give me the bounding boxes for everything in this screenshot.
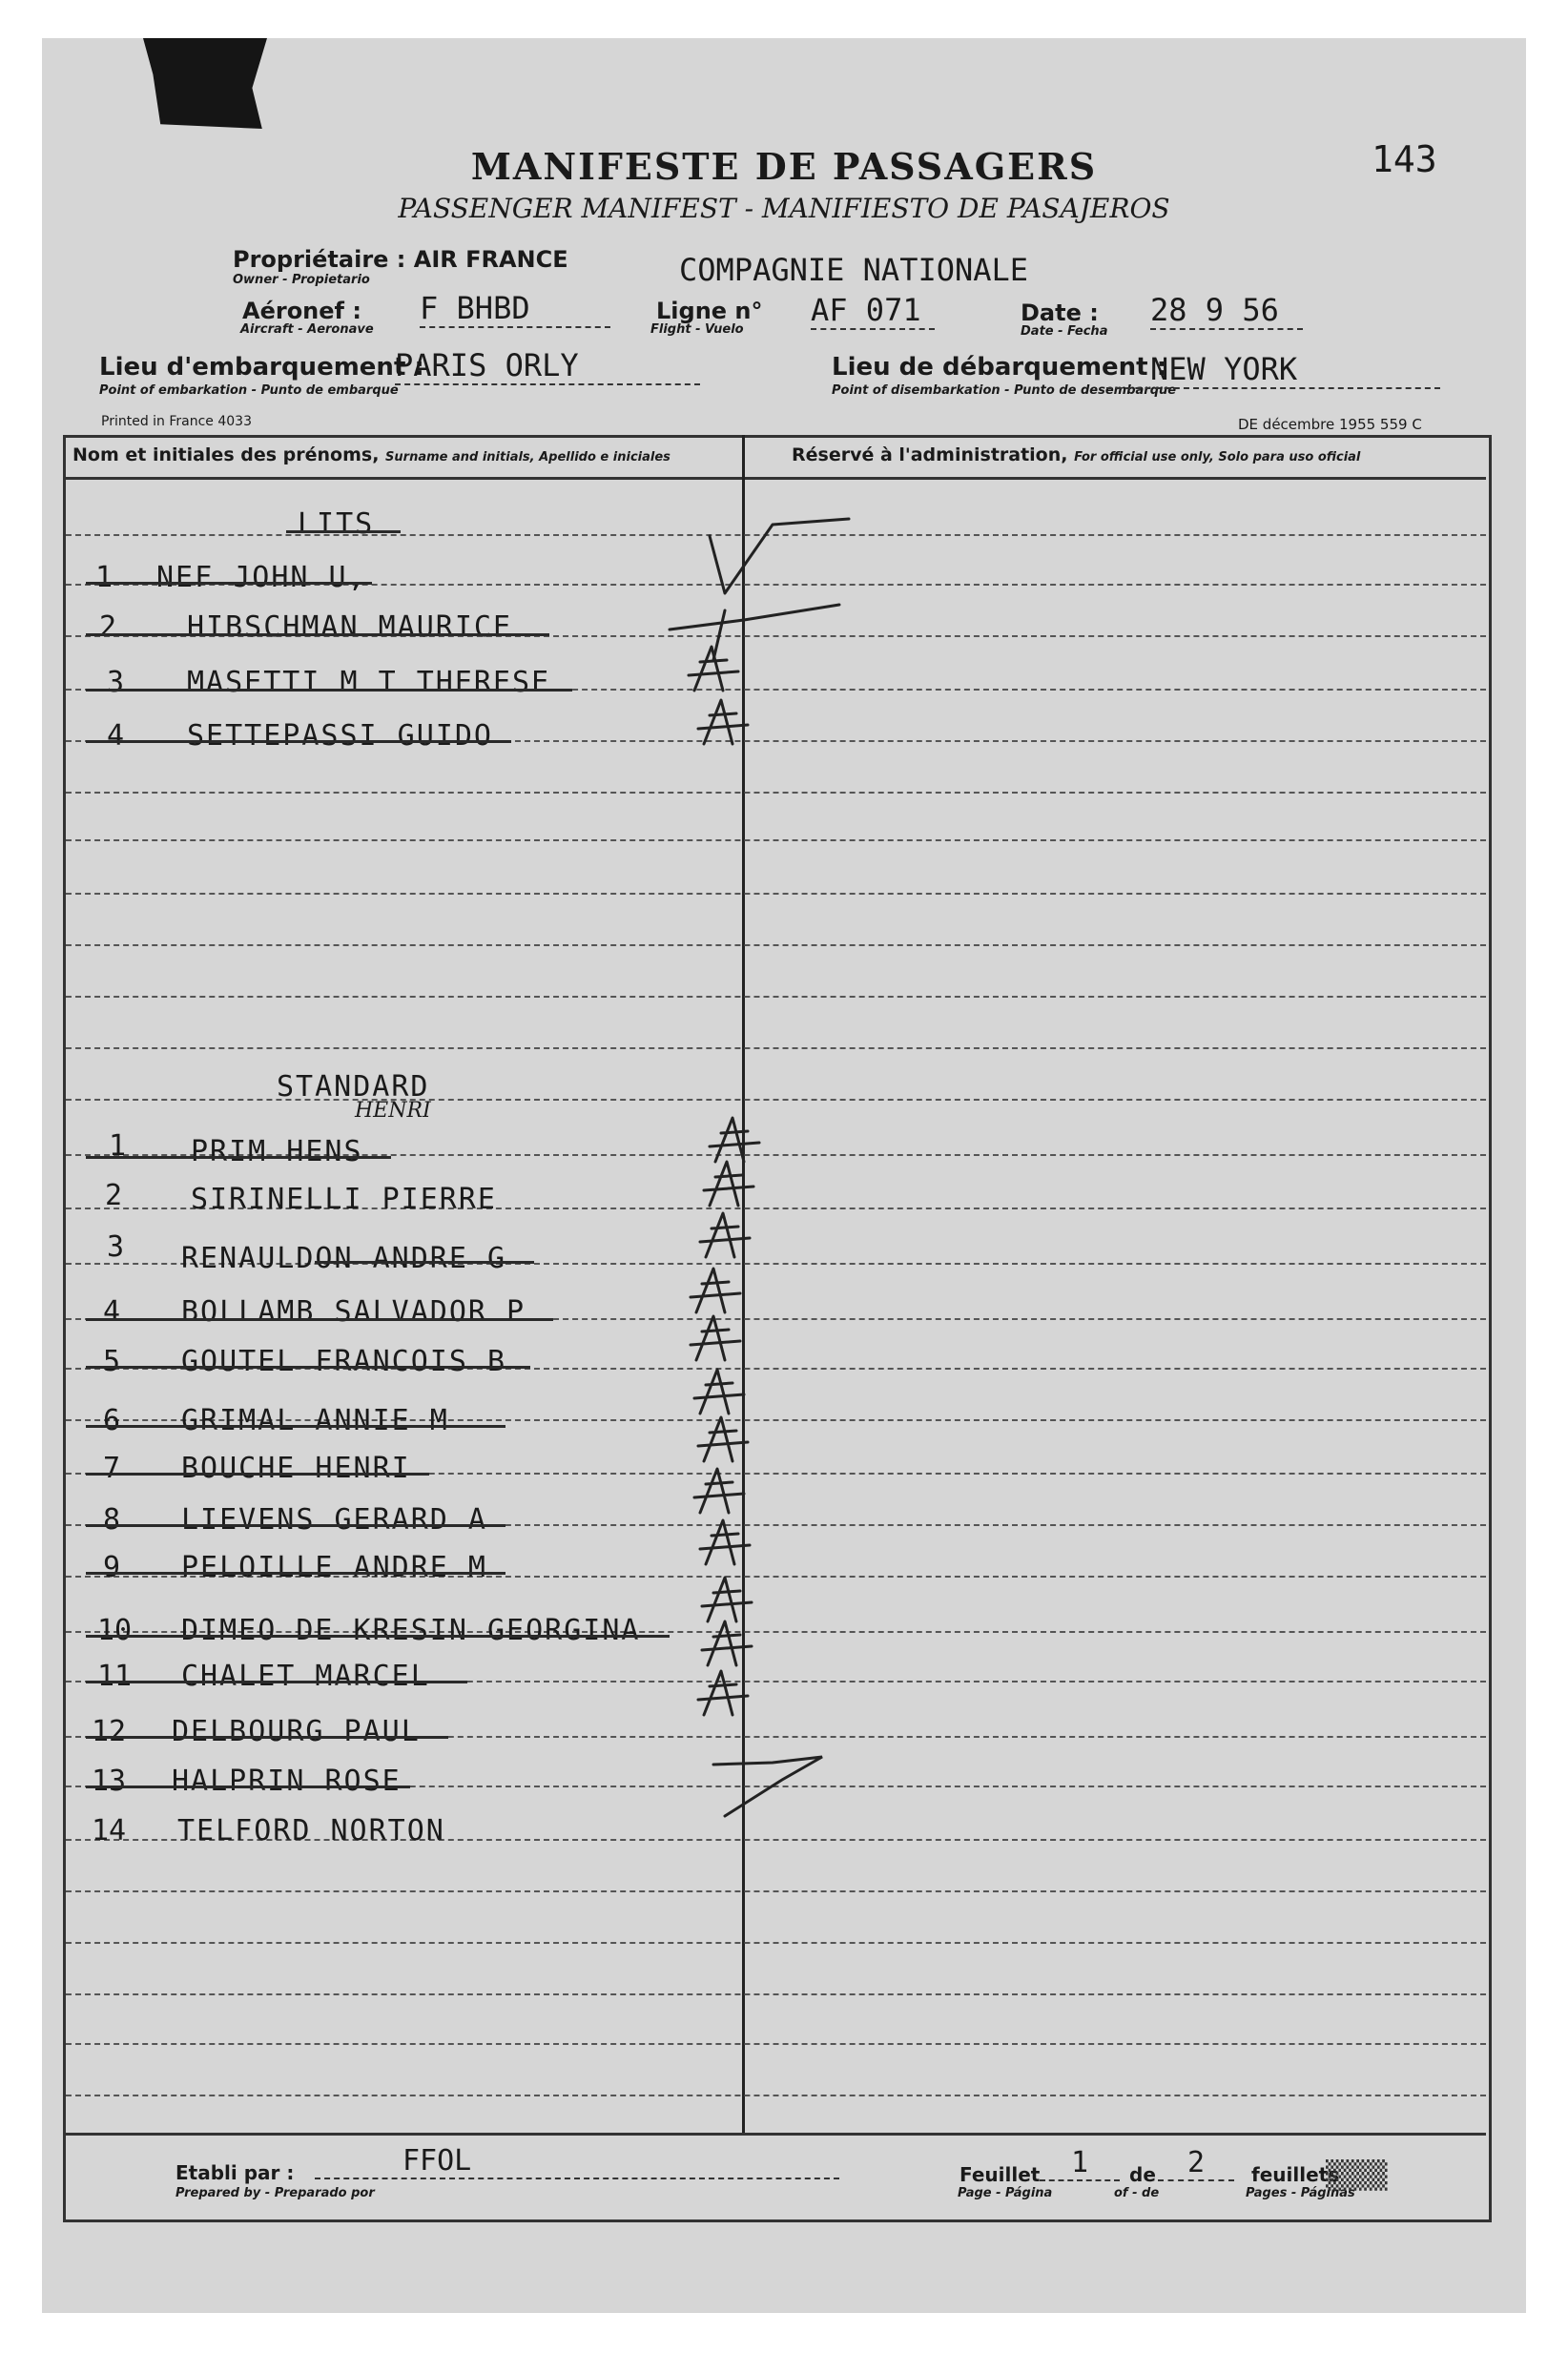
sheets-sublabel: Pages - Páginas — [1246, 2186, 1355, 2200]
ruled-line — [66, 1993, 1486, 1995]
lits-row-2-name: HIBSCHMAN MAURICE — [187, 610, 513, 644]
stamp-mark: ▒▒▒ — [1326, 2159, 1388, 2191]
strike-lits-row-4 — [86, 740, 511, 743]
header-name-column — [72, 444, 671, 465]
std-row-6-name: GRIMAL ANNIE M — [181, 1404, 449, 1437]
lits-row-1-num: 1 — [95, 561, 113, 594]
section-standard: STANDARD — [277, 1070, 430, 1104]
std-row-3-num: 3 — [107, 1230, 125, 1264]
prepared-value: FFOL — [315, 2144, 839, 2179]
document-subtitle: PASSENGER MANIFEST - MANIFIESTO DE PASAJEROS — [398, 193, 1170, 224]
std-row-13-name: HALPRIN ROSE — [172, 1765, 402, 1798]
aircraft-sublabel: Aircraft - Aeronave — [240, 322, 374, 337]
std-row-3-name: RENAULDON ANDRE G — [181, 1242, 507, 1275]
std-row-14-num: 14 — [92, 1814, 127, 1848]
flight-label: Ligne n° — [656, 298, 763, 324]
lits-row-3-num: 3 — [107, 666, 125, 699]
std-row-1-name: PRIM HENS — [191, 1135, 363, 1168]
header-name-italic: Surname and initials, Apellido e iniciales — [385, 450, 671, 464]
std-row-4-name: BOLLAMB SALVADOR P — [181, 1295, 526, 1329]
std-row-11-name: CHALET MARCEL — [181, 1660, 430, 1693]
sheet-label: Feuillet — [959, 2163, 1041, 2186]
std-row-12-name: DELBOURG PAUL — [172, 1715, 421, 1748]
std-row-1-num: 1 — [109, 1129, 127, 1163]
strike-std-row-7 — [86, 1473, 429, 1476]
strike-std-row-8 — [86, 1524, 505, 1527]
strike-lits — [286, 530, 401, 533]
table-footer-divider — [66, 2133, 1486, 2136]
std-row-8-name: LIEVENS GERARD A — [181, 1503, 487, 1537]
std-row-13-num: 13 — [92, 1765, 127, 1798]
sheet-sublabel: Page - Página — [958, 2186, 1053, 2200]
strike-std-row-13 — [86, 1786, 410, 1788]
strike-std-row-4 — [86, 1318, 553, 1321]
header-admin-italic: For official use only, Solo para uso oficial — [1074, 450, 1361, 464]
strike-lits-row-3 — [86, 689, 572, 692]
header-name-bold: Nom et initiales des prénoms, — [72, 444, 380, 465]
ruled-line — [66, 1942, 1486, 1944]
disembarkation-sublabel: Point of disembarkation - Punto de desembarque — [832, 383, 1177, 398]
ruled-line — [66, 534, 1486, 536]
embarkation-label: Lieu d'embarquement : — [99, 353, 424, 382]
lits-row-3-name: MASETTI M T THERESE — [187, 666, 551, 699]
prepared-sublabel: Prepared by - Preparado por — [175, 2186, 375, 2200]
ruled-line — [66, 996, 1486, 998]
form-code: DE décembre 1955 559 C — [1238, 416, 1422, 433]
disembarkation-label: Lieu de débarquement : — [832, 353, 1167, 382]
section-lits: LITS — [298, 507, 375, 541]
std-row-2-name: SIRINELLI PIERRE — [191, 1183, 497, 1216]
std-row-7-num: 7 — [103, 1452, 121, 1485]
standard-handwritten-note: HENRI — [355, 1099, 431, 1123]
lits-row-2-num: 2 — [99, 610, 117, 644]
std-row-6-num: 6 — [103, 1404, 121, 1437]
header-admin-bold: Réservé à l'administration, — [792, 444, 1068, 465]
header-admin-column — [792, 444, 1360, 465]
lits-row-1-name: NEF JOHN U, — [156, 561, 367, 594]
strike-std-row-10 — [86, 1635, 670, 1638]
strike-std-row-9 — [86, 1572, 505, 1575]
ruled-line — [66, 1047, 1486, 1049]
strike-std-row-6 — [86, 1425, 505, 1428]
document-title: MANIFESTE DE PASSAGERS — [470, 145, 1098, 188]
owner-value: COMPAGNIE NATIONALE — [679, 252, 1029, 288]
flight-value: AF 071 — [811, 292, 935, 330]
of-value: 2 — [1158, 2146, 1234, 2181]
strike-lits-row-2 — [86, 633, 549, 636]
ruled-line — [66, 944, 1486, 946]
embarkation-value: PARIS ORLY — [395, 347, 700, 385]
std-row-10-num: 10 — [97, 1614, 133, 1647]
std-row-2-num: 2 — [105, 1179, 123, 1212]
strike-std-row-1 — [86, 1156, 391, 1159]
page-number: 143 — [1372, 138, 1437, 180]
ruled-line — [66, 893, 1486, 895]
of-sublabel: of - de — [1114, 2186, 1160, 2200]
date-sublabel: Date - Fecha — [1021, 324, 1108, 339]
std-row-5-num: 5 — [103, 1345, 121, 1378]
ruled-line — [66, 792, 1486, 794]
std-row-14-name: TELFORD NORTON — [177, 1814, 445, 1848]
std-row-9-name: PELOILLE ANDRE M — [181, 1551, 487, 1584]
std-row-11-num: 11 — [97, 1660, 133, 1693]
date-label: Date : — [1021, 299, 1099, 326]
embarkation-sublabel: Point of embarkation - Punto de embarque — [99, 383, 399, 398]
ruled-line — [66, 2095, 1486, 2096]
std-row-10-name: DIMEO DE KRESIN GEORGINA — [181, 1614, 641, 1647]
flight-sublabel: Flight - Vuelo — [650, 322, 744, 337]
owner-sublabel: Owner - Propietario — [233, 273, 370, 287]
strike-std-row-12 — [86, 1736, 448, 1739]
ruled-line — [66, 839, 1486, 841]
ruled-line — [66, 1890, 1486, 1892]
strike-std-row-5 — [86, 1366, 530, 1369]
table-header-divider — [66, 477, 1486, 480]
prepared-label: Etabli par : — [175, 2161, 295, 2184]
sheets-label: feuillets — [1251, 2163, 1340, 2186]
strike-lits-row-1 — [86, 582, 372, 585]
of-label: de — [1129, 2163, 1156, 2186]
std-row-7-name: BOUCHE HENRI — [181, 1452, 411, 1485]
std-row-4-num: 4 — [103, 1295, 121, 1329]
ruled-line — [66, 2043, 1486, 2045]
passenger-table — [63, 435, 1492, 2222]
aircraft-label: Aéronef : — [242, 298, 361, 324]
printed-note: Printed in France 4033 — [101, 414, 252, 429]
strike-std-row-11 — [86, 1681, 467, 1683]
torn-corner — [143, 38, 267, 129]
lits-row-4-name: SETTEPASSI GUIDO — [187, 719, 493, 753]
date-value: 28 9 56 — [1150, 292, 1303, 330]
std-row-8-num: 8 — [103, 1503, 121, 1537]
aircraft-value: F BHBD — [420, 290, 610, 328]
std-row-12-num: 12 — [92, 1715, 127, 1748]
sheet-value: 1 — [1040, 2146, 1120, 2181]
std-row-5-name: GOUTEL FRANCOIS B — [181, 1345, 507, 1378]
lits-row-4-num: 4 — [107, 719, 125, 753]
std-row-9-num: 9 — [103, 1551, 121, 1584]
disembarkation-value: NEW YORK — [1106, 351, 1440, 389]
strike-std-row-3 — [315, 1261, 534, 1264]
owner-label: Propriétaire : AIR FRANCE — [233, 246, 568, 273]
